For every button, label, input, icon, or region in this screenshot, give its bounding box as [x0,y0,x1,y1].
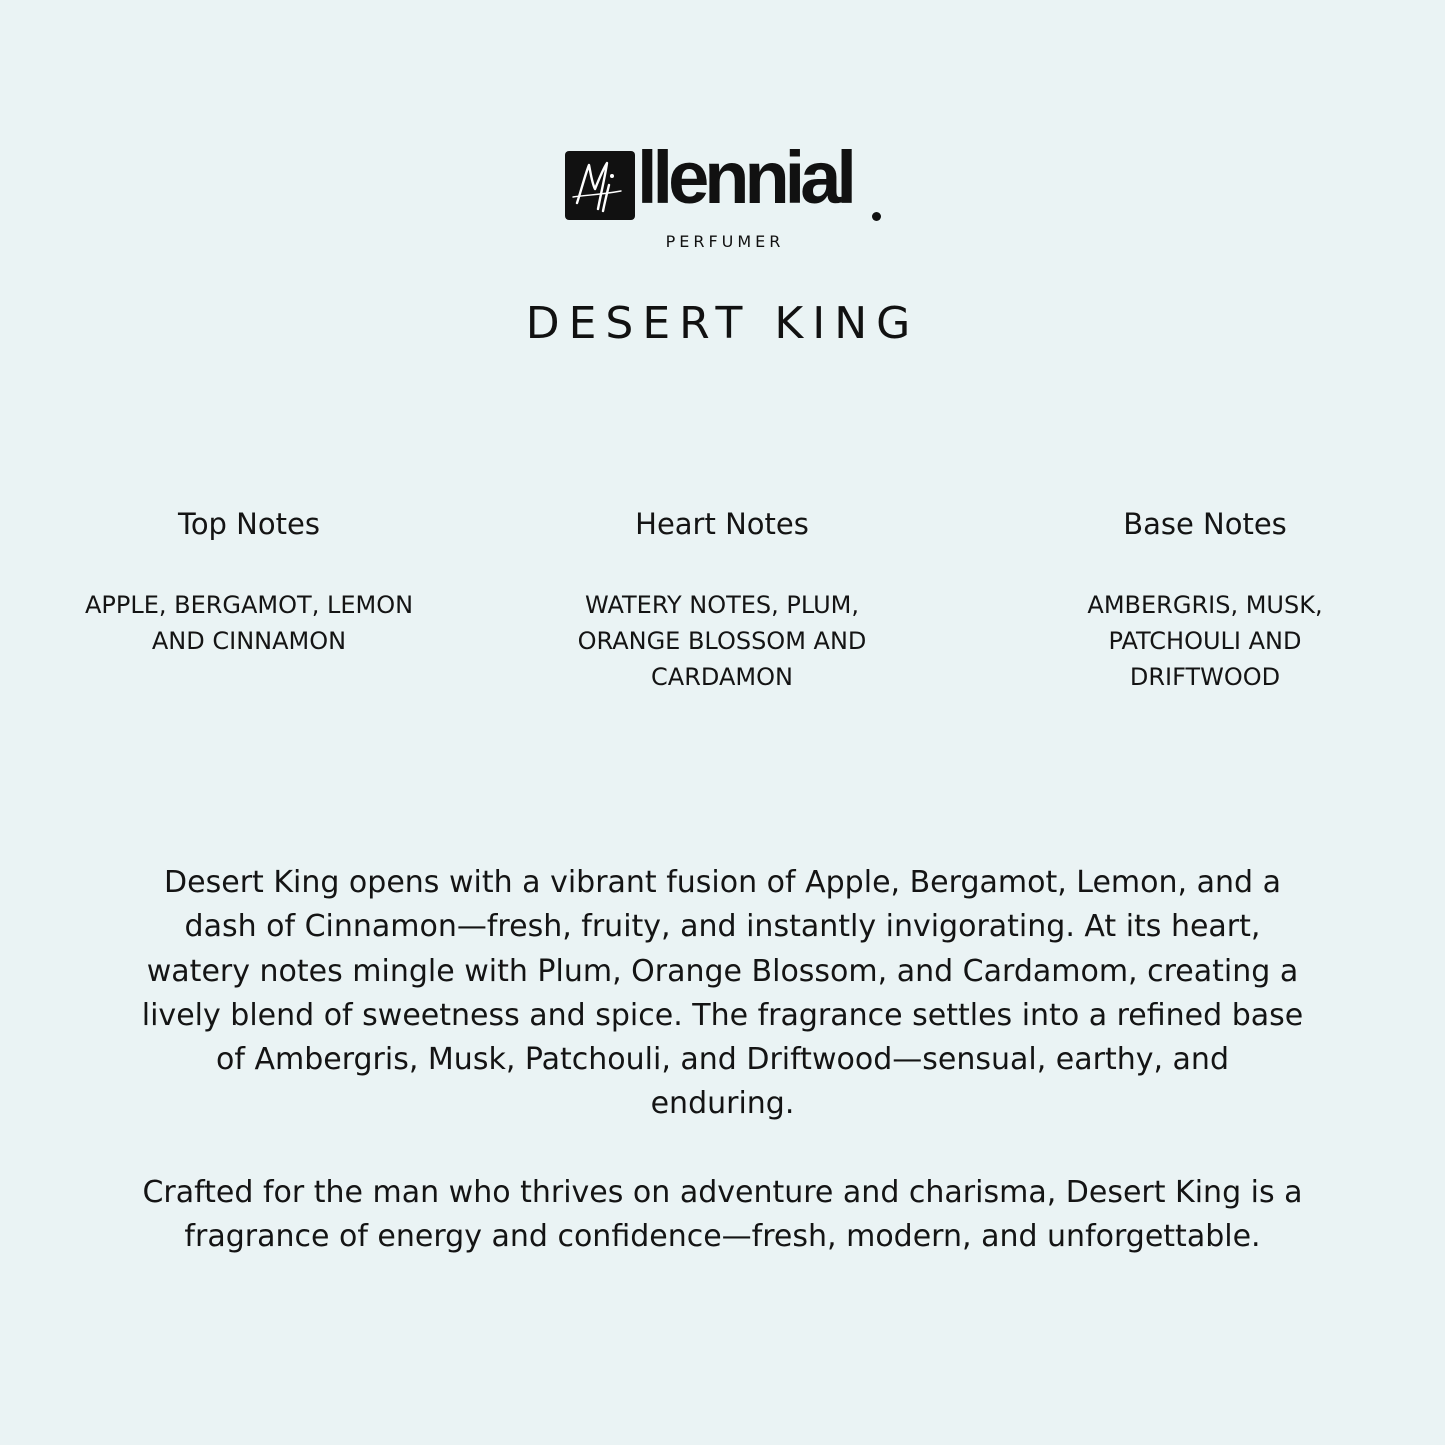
heart-notes-list: WATERY NOTES, PLUM, ORANGE BLOSSOM AND CARDAMON [577,591,867,691]
brand-wordmark: llennial [637,136,852,219]
base-notes-list: AMBERGRIS, MUSK, PATCHOULI AND DRIFTWOOD [1087,591,1323,691]
top-notes-column [39,505,459,659]
top-notes-heading: Top Notes [178,507,320,541]
mi-monogram-icon [565,151,635,220]
description-paragraph: Desert King opens with a vibrant fusion of Apple, Bergamot, Lemon, and a dash of Cinnamon—fresh, fruity, and instantly invigorating. At its heart, watery notes mingle with Plum, Orange Blossom, and Cardamom, creating a lively blend of sweetness and spice. The fragrance settles into a refined base of Ambergris, Musk, Patchouli, and Driftwood—sensual, earthy, and enduring. [141,865,1304,1122]
top-notes-list: APPLE, BERGAMOT, LEMON AND CINNAMON [84,591,414,655]
product-title: DESERT KING [525,298,920,349]
base-notes-column [995,505,1415,695]
brand-wordmark-dot [872,212,881,221]
description-paragraph: Crafted for the man who thrives on adventure and charisma, Desert King is a fragrance of energy and confidence—fresh, modern, and unforgettable. [142,1174,1303,1255]
heart-notes-heading: Heart Notes [635,507,809,541]
base-notes-heading: Base Notes [1123,507,1287,541]
brand-logo [565,136,885,255]
product-description [140,861,1305,1259]
brand-subtitle: PERFUMER [665,232,785,251]
heart-notes-column [512,505,932,695]
